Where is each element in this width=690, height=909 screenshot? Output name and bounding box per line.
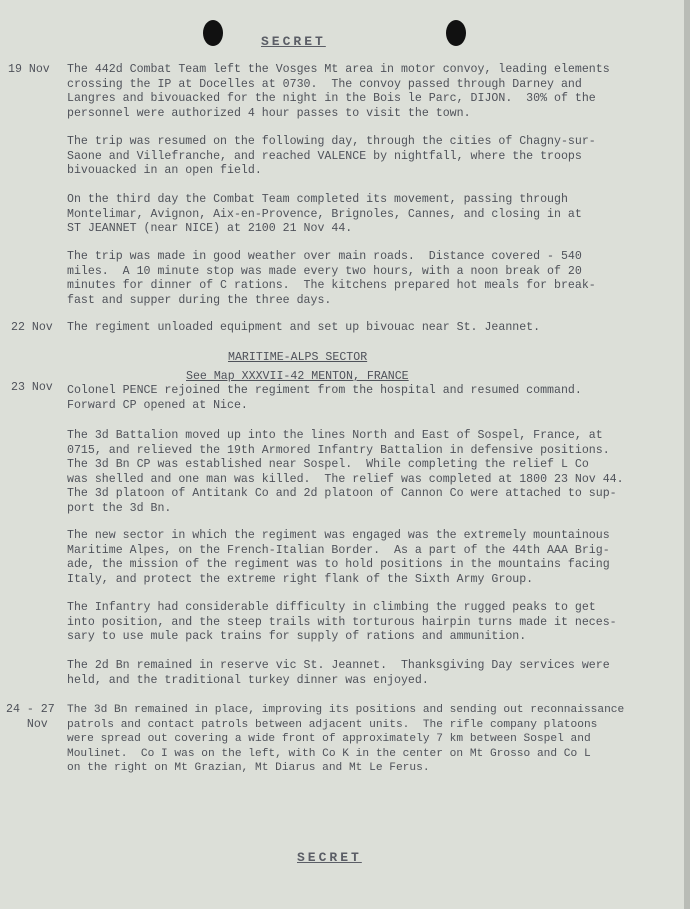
paragraph: The trip was resumed on the following day, through the cities of Chagny-sur- Saone and Villefranche, and reached VALENCE by nightfall, where the troops bivouacked in an open field.	[67, 135, 596, 177]
entry-date: 19 Nov	[8, 63, 50, 76]
paragraph: The new sector in which the regiment was engaged was the extremely mountainous Maritime Alpes, on the French-Italian Border. As a part of the 44th AAA Brig- ade, the mission of the regiment was to hold positions in the mountains facing Italy, and protect the extreme right flank of the Sixth Army Group.	[67, 529, 610, 586]
paragraph: The Infantry had considerable difficulty in climbing the rugged peaks to get into position, and the steep trails with torturous hairpin turns made it neces- sary to use mule pack trains for supply of rations and ammunition.	[67, 601, 617, 643]
classification-footer: SECRET	[297, 850, 362, 865]
entry-date: 23 Nov	[11, 381, 53, 394]
entry-date: 24 - 27 Nov	[6, 703, 55, 731]
paragraph: The trip was made in good weather over main roads. Distance covered - 540 miles. A 10 minute stop was made every two hours, with a noon break of 20 minutes for dinner of C rations. The kitchens prepared hot meals for break- fast and supper during the three days.	[67, 250, 596, 307]
entry-date: 22 Nov	[11, 321, 53, 334]
section-heading: MARITIME-ALPS SECTOR	[228, 351, 368, 364]
paragraph: The regiment unloaded equipment and set up bivouac near St. Jeannet.	[67, 321, 541, 334]
paragraph: The 2d Bn remained in reserve vic St. Jeannet. Thanksgiving Day services were held, and the traditional turkey dinner was enjoyed.	[67, 659, 610, 687]
paragraph: On the third day the Combat Team completed its movement, passing through Montelimar, Avignon, Aix-en-Provence, Brignoles, Cannes, and closing in at ST JEANNET (near NICE) at 2100 21 Nov 44.	[67, 193, 582, 235]
paragraph: The 442d Combat Team left the Vosges Mt area in motor convoy, leading elements crossing the IP at Docelles at 0730. The convoy passed through Darney and Langres and bivouacked for the night in the Bois le Parc, DIJON. 30% of the personnel were authorized 4 hour passes to visit the town.	[67, 63, 610, 120]
paragraph: The 3d Bn remained in place, improving its positions and sending out reconnaissance patrols and contact patrols between adjacent units. The rifle company platoons were spread out covering a wide front of approximately 7 km between Sospel and Moulinet. Co I was on the left, with Co K in the center on Mt Grosso and Co L on the right on Mt Grazian, Mt Diarus and Mt Le Ferus.	[67, 704, 625, 774]
page-edge-shadow	[684, 0, 690, 909]
paragraph: The 3d Battalion moved up into the lines North and East of Sospel, France, at 0715, and relieved the 19th Armored Infantry Battalion in defensive positions. The 3d Bn CP was established near Sospel. While completing the relief L Co was shelled and one man was killed. The relief was completed at 1800 23 Nov 44. The 3d platoon of Antitank Co and 2d platoon of Cannon Co were attached to sup- port the 3d Bn.	[67, 429, 624, 515]
punch-hole-left	[203, 20, 223, 46]
map-reference: See Map XXXVII-42 MENTON, FRANCE	[186, 370, 409, 383]
classification-header: SECRET	[261, 34, 326, 49]
paragraph: Colonel PENCE rejoined the regiment from the hospital and resumed command. Forward CP opened at Nice.	[67, 384, 582, 412]
punch-hole-right	[446, 20, 466, 46]
